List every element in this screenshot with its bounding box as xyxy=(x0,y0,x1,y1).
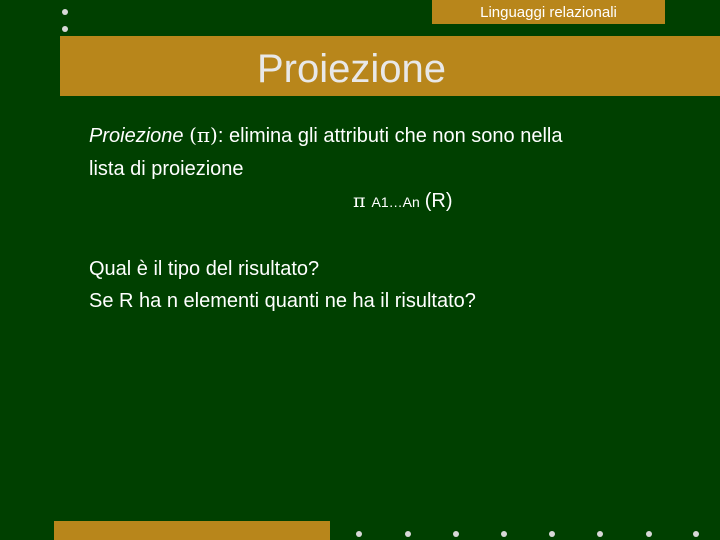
section-label: Linguaggi relazionali xyxy=(480,4,617,21)
decorative-dot xyxy=(62,9,68,15)
question-1: Qual è il tipo del risultato? xyxy=(89,258,320,280)
slide-title: Proiezione xyxy=(257,47,447,91)
definition-line-1 xyxy=(89,120,689,151)
section-header xyxy=(432,0,665,24)
decorative-dot xyxy=(501,531,507,537)
pi-symbol: (π) xyxy=(189,123,218,147)
question-2: Se R ha n elementi quanti ne ha il risultato? xyxy=(89,290,476,312)
title-band xyxy=(60,36,720,96)
decorative-dot xyxy=(356,531,362,537)
definition-line-2: lista di proiezione xyxy=(89,158,244,180)
decorative-dot xyxy=(693,531,699,537)
projection-formula xyxy=(353,190,453,213)
formula-subscript: A1…An xyxy=(371,194,420,210)
pi-operator: π xyxy=(353,190,366,212)
decorative-dot xyxy=(62,26,68,32)
formula-argument: (R) xyxy=(424,190,453,212)
decorative-dot xyxy=(405,531,411,537)
definition-text: : elimina gli attributi che non sono nella xyxy=(217,125,563,147)
definition-term: Proiezione xyxy=(89,125,184,147)
footer-bar xyxy=(54,521,330,540)
decorative-dot xyxy=(453,531,459,537)
decorative-dot xyxy=(597,531,603,537)
decorative-dot xyxy=(646,531,652,537)
decorative-dot xyxy=(549,531,555,537)
